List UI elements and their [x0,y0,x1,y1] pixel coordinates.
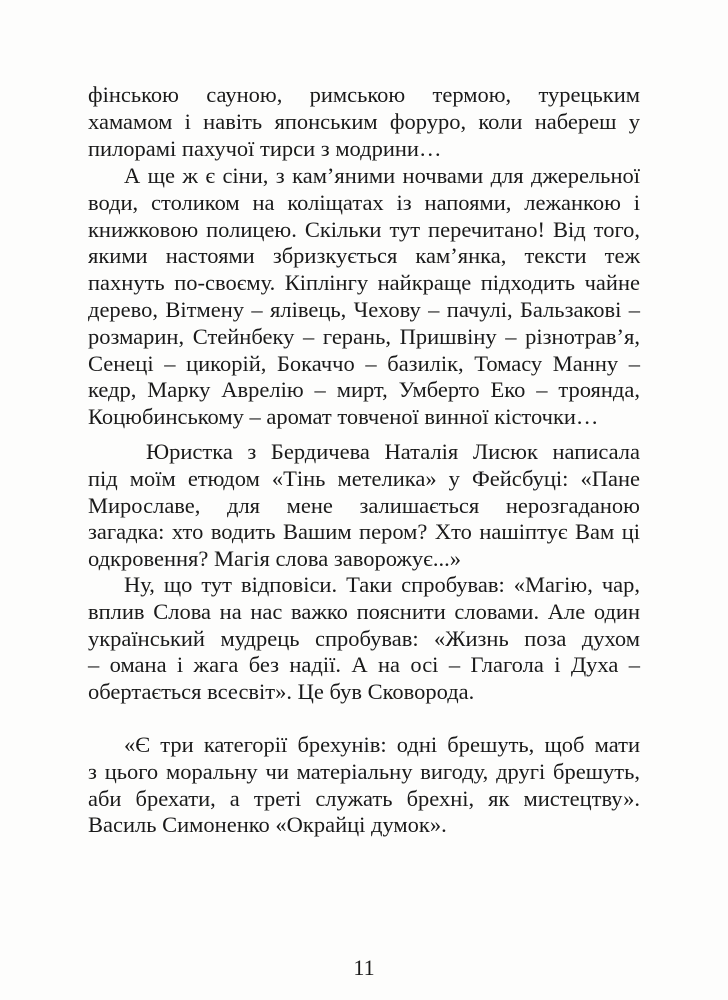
page-number: 11 [353,955,375,980]
text-line: хамамом і навіть японським форуро, коли набереш у [88,108,640,134]
text-line: з цього моральну чи матеріальну вигоду, другі брешуть, [88,758,640,784]
text-line: Ну, що тут відповіси. Таки спробував: «Магію, чар, [124,572,640,597]
text-line: Мирославе, для мене залишається нерозгаданою [88,492,640,518]
text-line: кедр, Марку Аврелію – мирт, Умберто Еко – троянда, [88,377,640,403]
text-line: аби брехати, а треті служать брехні, як мистецтву». [88,785,640,811]
quote-paragraph [88,732,640,839]
text-line: під моїм етюдом «Тінь метелика» у Фейсбуці: «Пане [88,465,640,491]
text-line: «Є три категорії брехунів: одні брешуть, щоб мати [124,732,640,757]
text-line: книжковою полицею. Скільки тут перечитано! Від того, [88,216,640,242]
text-line: пахнуть по-своєму. Кіплінгу найкраще підходить чайне [88,270,640,296]
text-line: Сенеці – цикорій, Бокаччо – базилік, Томасу Манну – [88,350,640,376]
text-line: загадка: хто водить Вашим пером? Хто нашіптує Вам ці [88,519,640,545]
paragraph-2 [88,163,640,431]
text-line: Василь Симоненко «Окрайці думок». [88,812,447,838]
text-line: вплив Слова на нас важко пояснити словами. Але один [88,598,640,624]
text-line: пилорамі пахучої тирси з модрини… [88,135,442,161]
text-line: фінською сауною, римською термою, турецьким [88,82,640,107]
paragraph-4 [88,572,640,706]
text-line: дерево, Вітмену – ялівець, Чехову – пачулі, Бальзакові – [88,296,640,322]
text-line: А ще ж є сіни, з кам’яними ночвами для джерельної [124,163,640,188]
text-line: розмарин, Стейнбеку – герань, Пришвіну – різнотрав’я, [88,323,640,349]
text-line: одкровення? Магія слова заворожує...» [88,546,461,572]
text-line: води, столиком на коліщатах із напоями, лежанкою і [88,189,640,215]
text-line: якими настоями збризкується кам’янка, тексти теж [88,243,640,269]
text-line: Коцюбинському – аромат товченої винної кісточки… [88,404,599,430]
text-line: український мудрець спробував: «Жизнь поза духом [88,625,640,651]
paragraph-3 [88,439,640,573]
text-line: – омана і жага без надії. А на осі – Глагола і Духа – [88,652,640,678]
text-line: Юристка з Бердичева Наталія Лисюк написала [146,439,640,464]
paragraph-1 [88,82,640,162]
text-line: обертається всесвіт». Це був Сковорода. [88,679,475,705]
